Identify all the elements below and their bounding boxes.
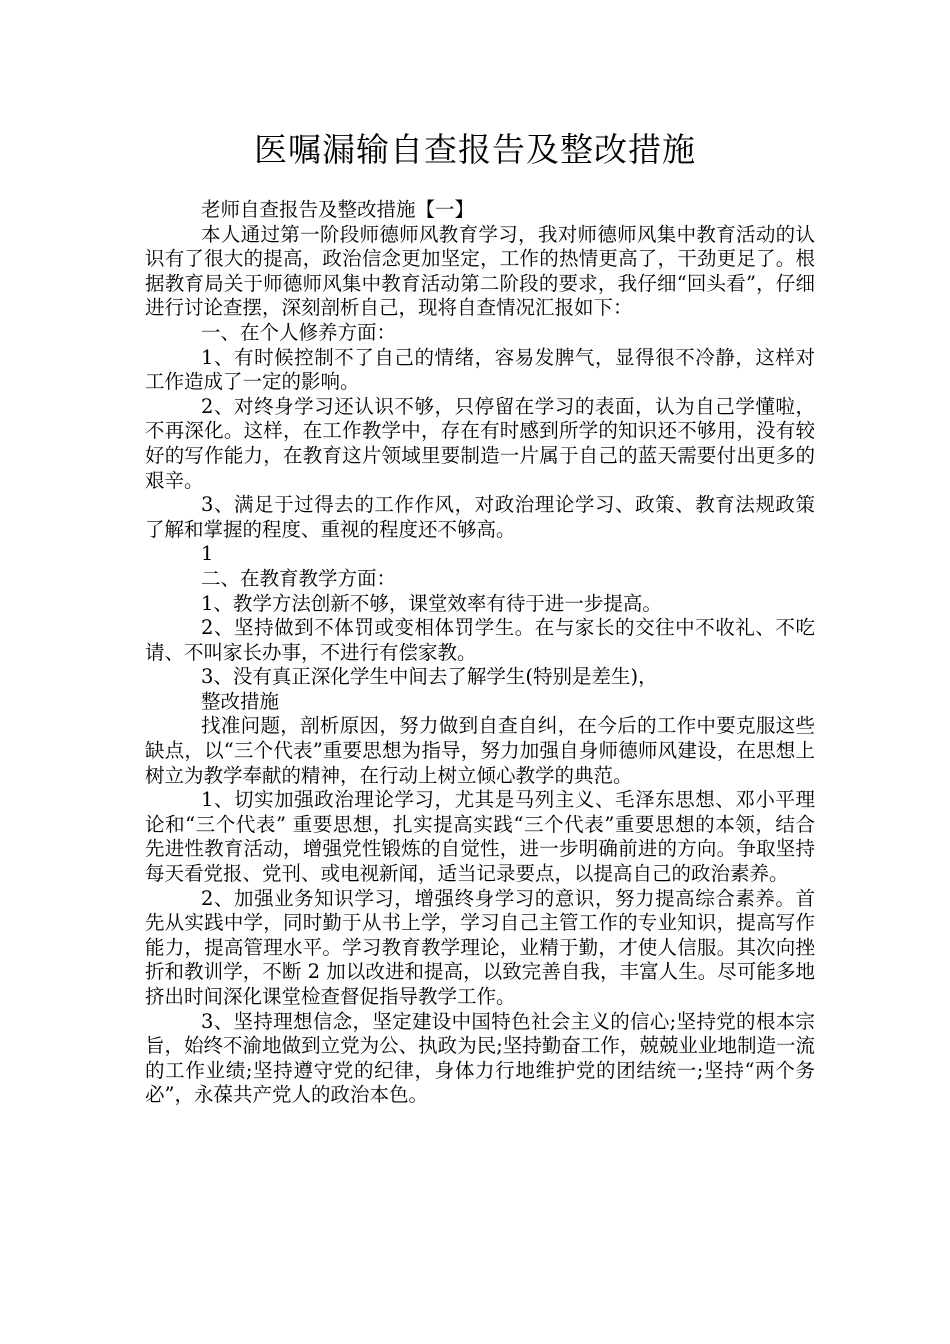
paragraph: 找准问题，剖析原因，努力做到自查自纠，在今后的工作中要克服这些缺点，以“三个代表”重要思想为指导，努力加强自身师德师风建设，在思想上树立为教学奉献的精神，在行动上树立倾心教学的典范。	[145, 714, 815, 787]
page-number: 1	[201, 542, 214, 566]
section-heading: 一、在个人修养方面：	[201, 320, 397, 344]
paragraph: 本人通过第一阶段师德师风教育学习，我对师德师风集中教育活动的认识有了很大的提高，政治信念更加坚定，工作的热情更高了，干劲更足了。根据教育局关于师德师风集中教育活动第二阶段的要求，我仔细“回头看”，仔细进行讨论查摆，深刻剖析自己，现将自查情况汇报如下：	[145, 222, 815, 320]
paragraph: 1、有时候控制不了自己的情绪，容易发脾气，显得很不冷静，这样对工作造成了一定的影响。	[145, 345, 815, 394]
section-heading: 老师自查报告及整改措施【一】	[201, 198, 475, 221]
section-heading: 二、在教育教学方面：	[201, 566, 397, 590]
paragraph: 2、坚持做到不体罚或变相体罚学生。在与家长的交往中不收礼、不吃请、不叫家长办事，不进行有偿家教。	[145, 616, 815, 664]
document-body	[145, 198, 815, 1108]
paragraph: 2、加强业务知识学习，增强终身学习的意识，努力提高综合素养。首先从实践中学，同时勤于从书上学，学习自己主管工作的专业知识，提高写作能力，提高管理水平。学习教育教学理论，业精于勤，才使人信服。其次向挫折和教训学，不断 2 加以改进和提高，以致完善自我，丰富人生。尽可能多地挤出时间深化课堂检查督促指导教学工作。	[145, 886, 815, 1008]
paragraph: 3、坚持理想信念，坚定建设中国特色社会主义的信心;坚持党的根本宗旨，始终不渝地做到立党为公、执政为民;坚持勤奋工作，兢兢业业地制造一流的工作业绩;坚持遵守党的纪律，身体力行地维护党的团结统一;坚持“两个务必”，永葆共产党人的政治本色。	[145, 1009, 815, 1107]
paragraph: 1、教学方法创新不够，课堂效率有待于进一步提高。	[201, 591, 662, 615]
section-heading: 整改措施	[201, 689, 280, 713]
document-title: 医嘱漏输自查报告及整改措施	[254, 130, 696, 169]
paragraph: 1、切实加强政治理论学习，尤其是马列主义、毛泽东思想、邓小平理论和“三个代表” 重要思想，扎实提高实践“三个代表”重要思想的本领，结合先进性教育活动，增强党性锻炼的自觉性，进一步明确前进的方向。争取坚持每天看党报、党刊、或电视新闻，适当记录要点，以提高自己的政治素养。	[145, 788, 815, 886]
paragraph: 2、对终身学习还认识不够，只停留在学习的表面，认为自己学懂啦，不再深化。这样，在工作教学中，存在有时感到所学的知识还不够用，没有较好的写作能力，在教育这片领域里要制造一片属于自己的蓝天需要付出更多的艰辛。	[145, 394, 815, 492]
paragraph: 3、满足于过得去的工作作风，对政治理论学习、政策、教育法规政策了解和掌握的程度、重视的程度还不够高。	[145, 493, 815, 541]
paragraph: 3、没有真正深化学生中间去了解学生(特别是差生)，	[201, 665, 658, 689]
